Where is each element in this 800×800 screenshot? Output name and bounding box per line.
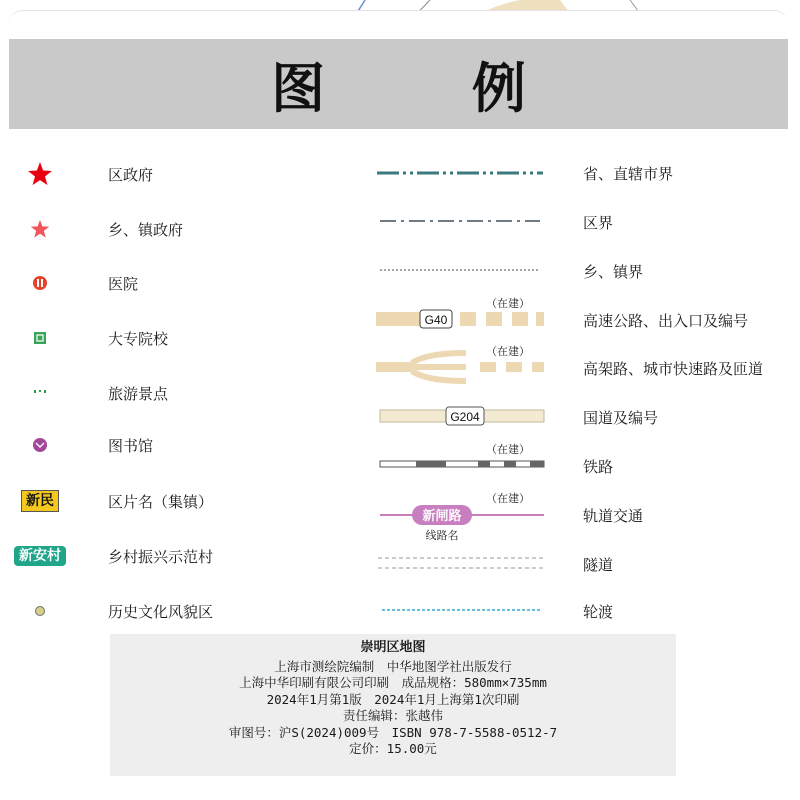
legend-item-province-boundary (360, 152, 790, 192)
district-name-badge (0, 490, 80, 512)
imprint-title: 崇明区地图 (360, 640, 426, 655)
legend-item-elevated-road (360, 347, 790, 387)
legend-item-hospital (0, 268, 340, 298)
legend-item-historic-area (0, 596, 340, 626)
district-name-badge-text: 新民 (21, 490, 59, 512)
legend-item-rail-transit (360, 492, 790, 542)
legend-label: 国道及编号 (583, 409, 659, 427)
under-construction-note: （在建） (486, 492, 530, 505)
legend-item-village (0, 541, 340, 571)
legend-item-district-name (0, 486, 340, 516)
legend-label: 轨道交通 (583, 507, 644, 525)
title-band (9, 39, 788, 129)
legend-item-township-gov (0, 214, 340, 244)
rail-transit-symbol (360, 492, 560, 542)
hospital-icon (0, 275, 80, 291)
legend-label: 大专院校 (108, 329, 169, 348)
legend-item-district-gov (0, 159, 340, 189)
pink-star-icon (0, 219, 80, 239)
legend-label: 乡、镇政府 (108, 220, 184, 239)
imprint-line: 2024年1月第1版 2024年1月上海第1次印刷 (266, 691, 520, 707)
under-construction-note: （在建） (486, 345, 530, 358)
library-icon (0, 437, 80, 453)
legend-label: 旅游景点 (108, 384, 169, 403)
imprint-line: 责任编辑：张越伟 (342, 708, 443, 723)
legend-label: 高架路、城市快速路及匝道 (583, 360, 764, 378)
under-construction-note: （在建） (486, 443, 530, 456)
legend-item-expressway (360, 299, 790, 339)
village-name-badge (0, 546, 80, 566)
imprint-box (110, 634, 676, 776)
legend-label: 区界 (583, 214, 614, 232)
imprint-line: 上海市测绘院编制 中华地图学社出版发行 (274, 658, 512, 674)
legend-label: 医院 (108, 274, 139, 293)
ferry-symbol (360, 590, 560, 630)
village-name-badge-text: 新安村 (14, 546, 66, 566)
legend-label: 轮渡 (583, 603, 614, 621)
legend-item-ferry (360, 590, 790, 630)
page-title: 图 例 (271, 55, 590, 120)
expressway-code: G40 (424, 313, 448, 327)
legend-item-tunnel (360, 543, 790, 583)
legend-item-railway (360, 445, 790, 485)
legend-item-township-boundary (360, 250, 790, 290)
legend-label: 区片名（集镇） (108, 492, 214, 511)
imprint-line: 定价：15.00元 (349, 741, 437, 756)
under-construction-note: （在建） (486, 297, 530, 310)
legend-label: 历史文化风貌区 (108, 602, 214, 621)
imprint-line: 上海中华印刷有限公司印刷 成品规格：580mm×735mm (239, 675, 547, 690)
legend-label: 乡、镇界 (583, 263, 644, 281)
expressway-symbol (360, 299, 560, 339)
legend-item-national-road (360, 396, 790, 436)
tunnel-symbol (360, 543, 560, 583)
legend-item-district-boundary (360, 201, 790, 241)
elevated-road-symbol (360, 347, 560, 387)
legend-label: 省、直辖市界 (583, 165, 674, 183)
district-boundary-line (360, 201, 560, 241)
legend-item-college (0, 323, 340, 353)
line-name-caption: 线路名 (425, 529, 459, 542)
legend-label: 区政府 (108, 165, 154, 184)
station-name: 新闸路 (422, 509, 462, 524)
railway-symbol (360, 445, 560, 485)
historic-area-icon (0, 605, 80, 617)
national-road-symbol (360, 396, 560, 436)
national-road-code: G204 (450, 410, 480, 424)
township-boundary-line (360, 250, 560, 290)
legend-label: 乡村振兴示范村 (108, 547, 214, 566)
college-icon (0, 331, 80, 345)
legend-item-library (0, 430, 340, 460)
legend-label: 隧道 (583, 556, 614, 574)
red-star-icon (0, 161, 80, 187)
legend-item-scenic-spot (0, 378, 340, 408)
imprint-line: 审图号：沪S(2024)009号 ISBN 978-7-5588-0512-7 (228, 724, 558, 740)
legend-label: 图书馆 (108, 436, 154, 455)
scenic-spot-icon (0, 388, 80, 398)
province-boundary-line (360, 152, 560, 192)
legend-label: 高速公路、出入口及编号 (583, 312, 749, 330)
legend-label: 铁路 (583, 458, 614, 476)
